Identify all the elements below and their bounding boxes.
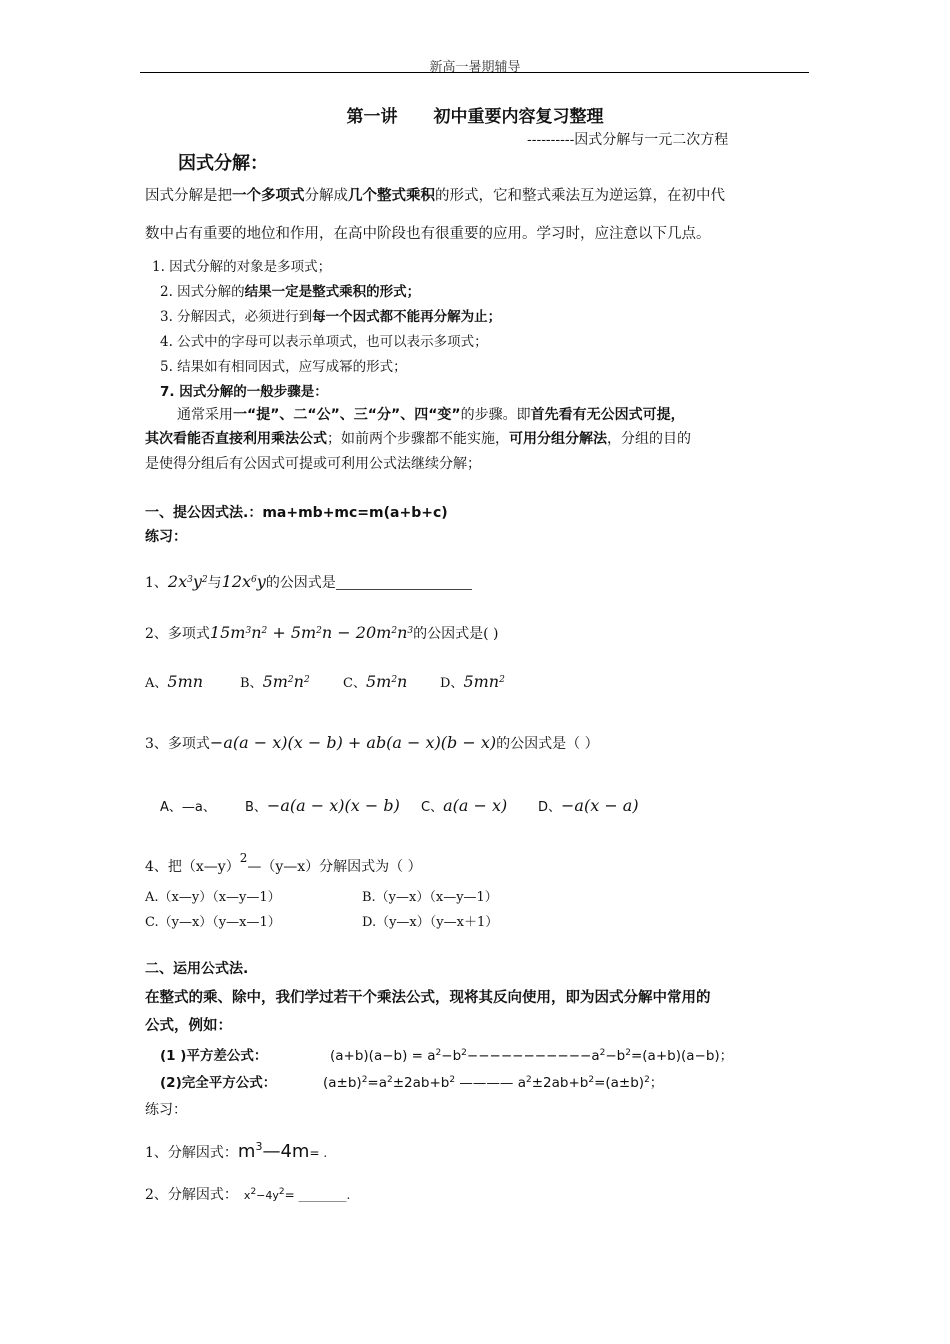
page-subtitle: ----------因式分解与一元二次方程: [527, 132, 729, 148]
intro-line-2: 数中占有重要的地位和作用，在高中阶段也有很重要的应用。学习时，应注意以下几点。: [145, 226, 711, 242]
q4-option-c: C.（y—x）（y—x—1）: [145, 915, 281, 930]
q2-option-d: D、$5mn^2$: [440, 672, 505, 691]
question-3: 3、多项式−a(a − x)(x − b) + ab(a − x)(b − x)的公因式是（ ）: [145, 733, 599, 752]
question-2: 2、多项式$15m^3n^2 + 5m^2n - 20m^2n^3$的公因式是( ): [145, 623, 499, 642]
q3-polynomial: −a(a − x)(x − b) + ab(a − x)(b − x): [209, 733, 497, 752]
header-rule: [140, 72, 809, 73]
q1-term-1: $2x^3y^2$: [167, 572, 208, 591]
point-3: 3. 分解因式，必须进行到每一个因式都不能再分解为止；: [160, 309, 502, 325]
ex1-expression: $m^3—4m$: [237, 1140, 310, 1162]
formula-2: $(a\pm b)^2=a^2\pm 2ab+b^2$ ———— $a^2\pm 2ab+b^2=(a\pm b)^2$；: [323, 1075, 664, 1091]
q4-option-d: D.（y—x）（y—x＋1）: [362, 915, 499, 930]
question-1: 1、$2x^3y^2$与$12x^6y$的公因式是: [145, 572, 472, 592]
formula-1-label: (1 )平方差公式：: [160, 1048, 268, 1064]
point-1: 1. 因式分解的对象是多项式；: [152, 259, 332, 275]
steps-line-1: 通常采用一“提”、二“公”、三“分”、四“变”的步骤。即首先看有无公因式可提，: [177, 407, 685, 423]
exercise-1: 1、分解因式：$m^3—4m=$ .: [145, 1140, 328, 1162]
point-7: 7. 因式分解的一般步骤是：: [160, 384, 328, 400]
page-title: [0, 102, 950, 127]
point-2: 2. 因式分解的结果一定是整式乘积的形式；: [160, 284, 421, 300]
steps-line-3: 是使得分组后有公因式可提或可利用公式法继续分解；: [145, 456, 481, 472]
lecture-number: 第一讲: [346, 107, 398, 127]
exercise-2: 2、分解因式： $x^2-4y^2=$ ________.: [145, 1187, 351, 1203]
q1-answer-blank[interactable]: [336, 575, 472, 590]
part1-practice-label: 练习：: [145, 529, 187, 545]
q3-option-a: A、—a、: [160, 800, 216, 815]
section-heading: 因式分解：: [178, 153, 268, 174]
formula-2-label: (2)完全平方公式：: [160, 1075, 277, 1091]
q4-option-b: B.（y—x）（x—y—1）: [362, 890, 498, 905]
page-header: 新高一暑期辅导: [429, 60, 521, 75]
ex2-expression: $x^2-4y^2$: [243, 1187, 285, 1202]
q3-option-d: D、−a(x − a): [538, 796, 639, 815]
q2-option-b: B、$5m^2n^2$: [240, 672, 310, 691]
part2-intro-2: 公式，例如：: [145, 1018, 232, 1034]
part2-practice-label: 练习：: [145, 1102, 187, 1118]
q2-polynomial: $15m^3n^2 + 5m^2n - 20m^2n^3$: [209, 623, 414, 642]
point-5: 5. 结果如有相同因式，应写成幂的形式；: [160, 359, 407, 375]
q1-term-2: $12x^6y$: [221, 572, 266, 591]
q3-option-c: C、a(a − x): [421, 796, 508, 815]
point-4: 4. 公式中的字母可以表示单项式，也可以表示多项式；: [160, 334, 488, 350]
lecture-topic: 初中重要内容复习整理: [433, 107, 604, 127]
q2-option-a: A、5mn: [145, 672, 204, 691]
part2-intro-1: 在整式的乘、除中，我们学过若干个乘法公式，现将其反向使用，即为因式分解中常用的: [145, 990, 711, 1006]
intro-line-1: 因式分解是把一个多项式分解成几个整式乘积的形式，它和整式乘法互为逆运算，在初中代: [145, 188, 725, 204]
formula-1: $(a+b)(a-b) = a^2-b^2-----------a^2-b^2=(a+b)(a-b)$；: [330, 1048, 734, 1064]
question-4: 4、把（x—y）$^2$—（y—x）分解因式为（ ）: [145, 851, 422, 875]
steps-line-2: 其次看能否直接利用乘法公式；如前两个步骤都不能实施，可用分组分解法，分组的目的: [145, 431, 691, 447]
q4-option-a: A.（x—y）（x—y—1）: [145, 890, 281, 905]
q2-option-c: C、$5m^2n$: [343, 672, 408, 691]
part2-heading: 二、运用公式法.: [145, 961, 249, 977]
q3-option-b: B、−a(a − x)(x − b): [245, 796, 400, 815]
part1-heading: 一、提公因式法.：ma+mb+mc=m(a+b+c): [145, 505, 448, 521]
